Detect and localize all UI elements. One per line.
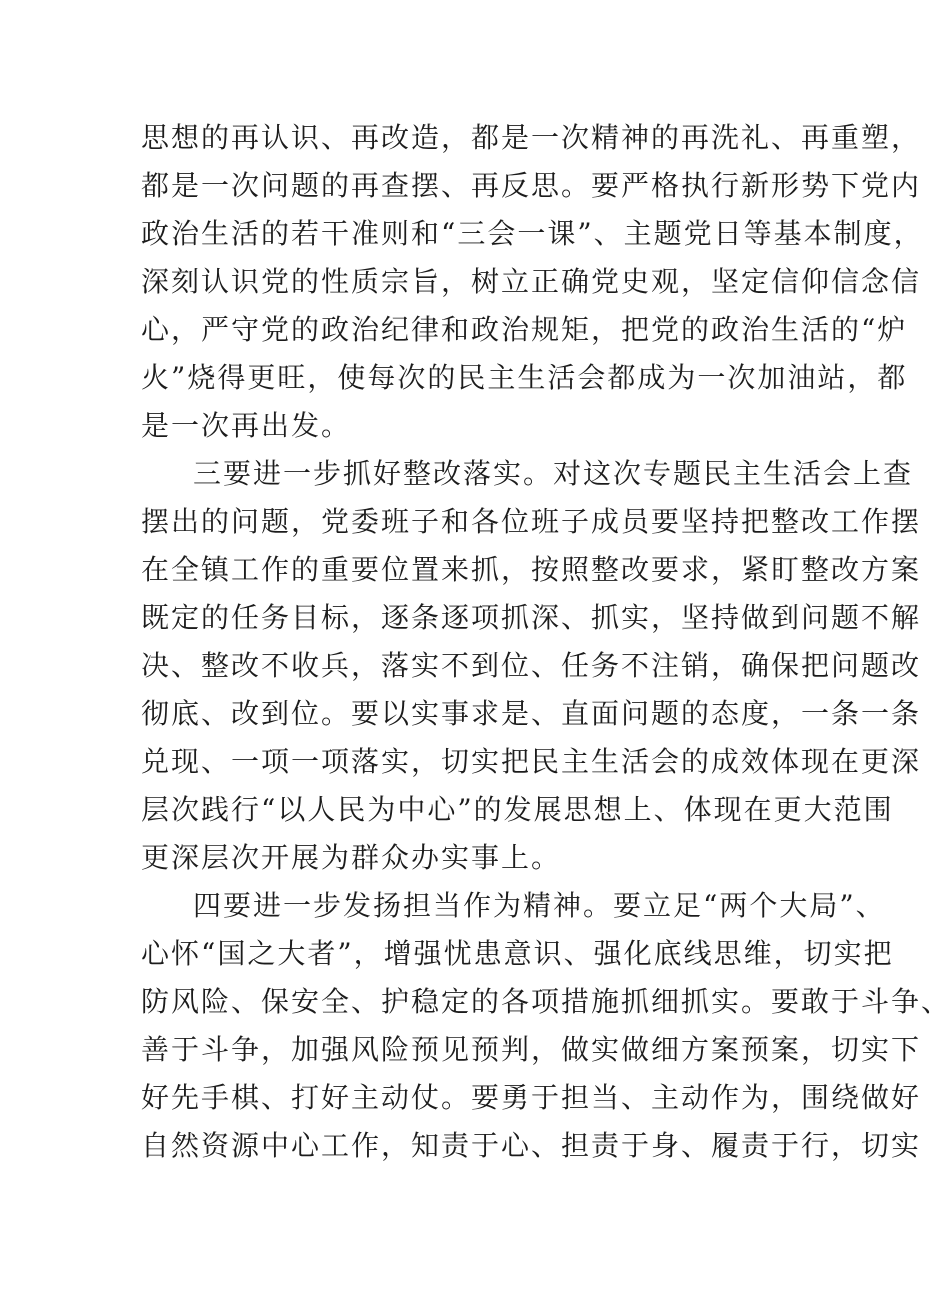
text-line: 层次践行“以人民为中心”的发展思想上、体现在更大范围	[141, 793, 894, 826]
text-line: 心，严守党的政治纪律和政治规矩，把党的政治生活的“炉	[141, 313, 908, 346]
text-line: 自然资源中心工作，知责于心、担责于身、履责于行，切实	[141, 1129, 922, 1162]
text-line: 善于斗争，加强风险预见预判，做实做细方案预案，切实下	[141, 1033, 922, 1066]
text-line: 在全镇工作的重要位置来抓，按照整改要求，紧盯整改方案	[141, 553, 922, 586]
text-line: 政治生活的若干准则和“三会一课”、主题党日等基本制度，	[141, 217, 924, 250]
text-line: 更深层次开展为群众办实事上。	[141, 841, 562, 874]
text-line: 决、整改不收兵，落实不到位、任务不注销，确保把问题改	[141, 649, 922, 682]
text-line: 火”烧得更旺，使每次的民主生活会都成为一次加油站，都	[141, 361, 908, 394]
text-line: 深刻认识党的性质宗旨，树立正确党史观，坚定信仰信念信	[141, 265, 922, 298]
paragraph-start-line: 四要进一步发扬担当作为精神。要立足“两个大局”、	[193, 889, 886, 922]
text-line: 心怀“国之大者”，增强忧患意识、强化底线思维，切实把	[141, 937, 894, 970]
text-line: 是一次再出发。	[141, 409, 352, 442]
text-line: 摆出的问题，党委班子和各位班子成员要坚持把整改工作摆	[141, 505, 922, 538]
text-line: 防风险、保安全、护稳定的各项措施抓细抓实。要敢于斗争、	[141, 985, 951, 1018]
text-line: 好先手棋、打好主动仗。要勇于担当、主动作为，围绕做好	[141, 1081, 922, 1114]
text-line: 都是一次问题的再查摆、再反思。要严格执行新形势下党内	[141, 169, 922, 202]
text-line: 思想的再认识、再改造，都是一次精神的再洗礼、再重塑，	[141, 121, 922, 154]
paragraph-start-line: 三要进一步抓好整改落实。对这次专题民主生活会上查	[193, 457, 914, 490]
text-line: 既定的任务目标，逐条逐项抓深、抓实，坚持做到问题不解	[141, 601, 922, 634]
text-line: 彻底、改到位。要以实事求是、直面问题的态度，一条一条	[141, 697, 922, 730]
text-line: 兑现、一项一项落实，切实把民主生活会的成效体现在更深	[141, 745, 922, 778]
document-body	[141, 114, 951, 1170]
